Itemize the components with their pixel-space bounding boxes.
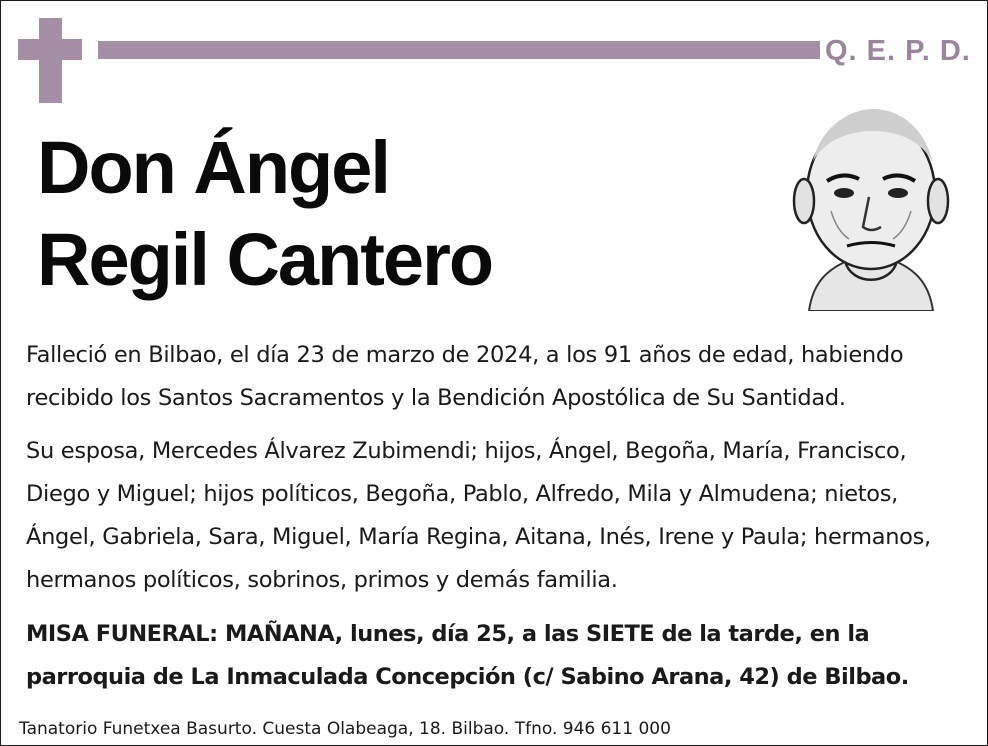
portrait-photo bbox=[791, 101, 951, 311]
header-rule bbox=[98, 41, 820, 59]
death-notice-paragraph: Falleció en Bilbao, el día 23 de marzo de 2024, a los 91 años de edad, habiendo recibido los Santos Sacramentos y la Bendición Apostólica de Su Santidad. bbox=[26, 342, 904, 411]
name-line-2: Regil Cantero bbox=[37, 218, 493, 301]
family-paragraph: Su esposa, Mercedes Álvarez Zubimendi; hijos, Ángel, Begoña, María, Francisco, Diego y Miguel; hijos políticos, Begoña, Pablo, Alfredo, Mila y Almudena; nietos, Ángel, Gabriela, Sara, Miguel, María Regina, Aitana, Inés, Irene y Paula; hermanos, hermanos políticos, sobrinos, primos y demás familia. bbox=[26, 438, 931, 593]
cross-horizontal-beam bbox=[18, 39, 82, 60]
cross-vertical-beam bbox=[39, 18, 62, 103]
deceased-name bbox=[37, 126, 493, 315]
funeral-home-footer: Tanatorio Funetxea Basurto. Cuesta Olabeaga, 18. Bilbao. Tfno. 946 611 000 bbox=[19, 719, 671, 739]
funeral-mass-paragraph: MISA FUNERAL: MAÑANA, lunes, día 25, a las SIETE de la tarde, en la parroquia de La Inmaculada Concepción (c/ Sabino Arana, 42) de Bilbao. bbox=[26, 621, 909, 690]
name-line-1: Don Ángel bbox=[37, 126, 389, 209]
qepd-label: Q. E. P. D. bbox=[825, 35, 971, 67]
